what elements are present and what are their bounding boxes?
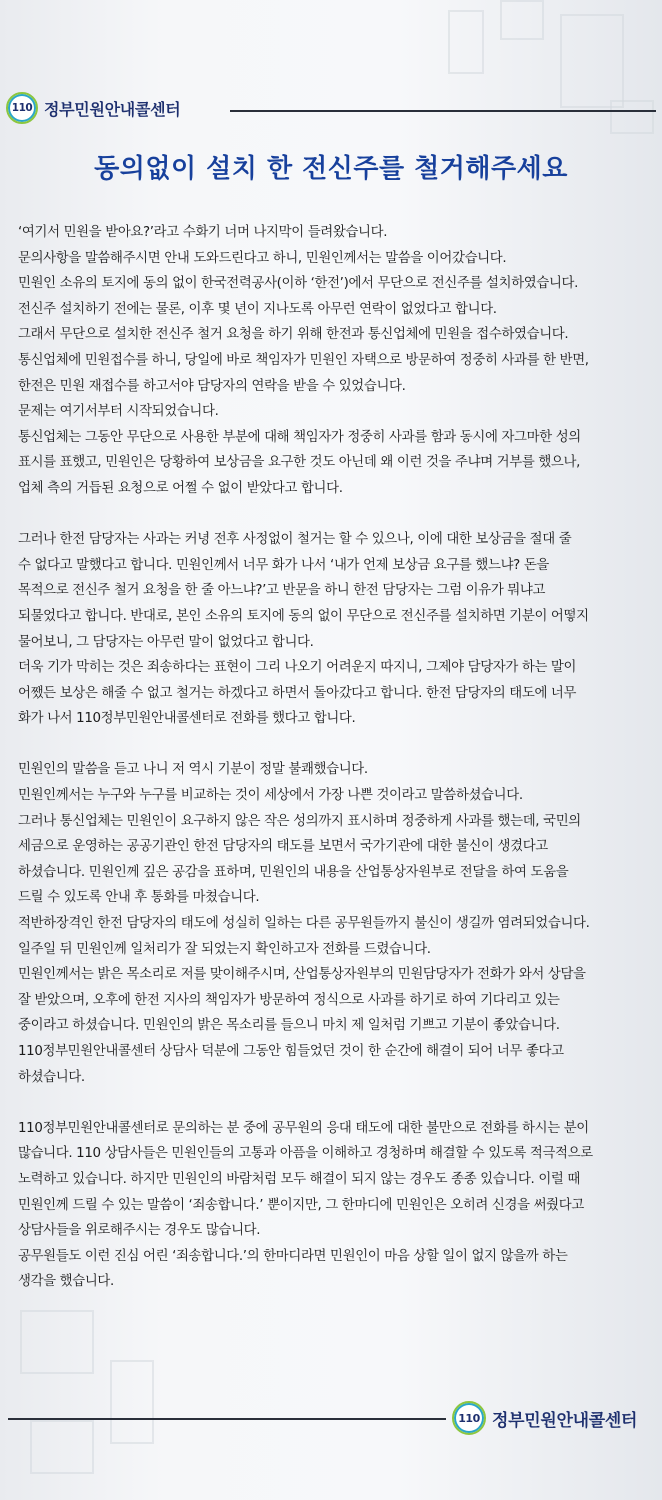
text-line: 민원인 소유의 토지에 동의 없이 한국전력공사(이하 ‘한전’)에서 무단으로 전신주를 설치하였습니다. [18,276,579,292]
text-line: 하셨습니다. [18,1069,85,1085]
text-line: 드릴 수 있도록 안내 후 통화를 마쳤습니다. [18,890,260,906]
text-line: 상담사들을 위로해주시는 경우도 많습니다. [18,1223,261,1239]
text-line: 110정부민원안내콜센터로 문의하는 분 중에 공무원의 응대 태도에 대한 불만으로 전화를 하시는 분이 [18,1120,589,1136]
decorative-frame [20,1310,94,1374]
text-line: 노력하고 있습니다. 하지만 민원인의 바람처럼 모두 해결이 되지 않는 경우도 종종 있습니다. 이럴 때 [18,1171,581,1187]
brand-logo [6,92,180,124]
paragraph-gap [18,1090,654,1116]
text-line: 더욱 기가 막히는 것은 죄송하다는 표현이 그리 나오기 어려운지 따지니, 그제야 담당자가 하는 말이 [18,660,577,676]
paragraph-gap [18,732,654,758]
text-line: 되물었다고 합니다. 반대로, 본인 소유의 토지에 동의 없이 무단으로 전신주를 설치하면 기분이 어떻지 [18,608,589,624]
decorative-frame [500,0,544,40]
text-line: 110정부민원안내콜센터 상담사 덕분에 그동안 힘들었던 것이 한 순간에 해결이 되어 너무 좋다고 [18,1044,564,1059]
decorative-frame [448,10,484,74]
text-line: 그러나 통신업체는 민원인이 요구하지 않은 작은 성의까지 표시하며 정중하게 사과를 했는데, 국민의 [18,813,581,829]
footer-brand-logo [452,1401,637,1435]
text-line: 수 없다고 말했다고 합니다. 민원인께서 너무 화가 나서 ‘내가 언제 보상금 요구를 했느냐? 돈을 [18,557,550,573]
brand-number-badge: 110 [6,92,38,124]
text-line: ‘여기서 민원을 받아요?’라고 수화기 너머 나지막이 들려왔습니다. [18,225,388,240]
footer-brand-name: 정부민원안내콜센터 [492,1410,638,1431]
footer-brand-number-badge: 110 [452,1401,486,1435]
text-line: 민원인께서는 밝은 목소리로 저를 맞이해주시며, 산업통상자원부의 민원담당자가 전화가 와서 상담을 [18,967,586,983]
decorative-frame [110,1360,154,1444]
text-line: 많습니다. 110 상담사들은 민원인들의 고통과 아픔을 이해하고 경청하며 해결할 수 있도록 적극적으로 [18,1146,593,1162]
text-line: 적반하장격인 한전 담당자의 태도에 성실히 일하는 다른 공무원들까지 불신이 생길까 염려되었습니다. [18,916,590,932]
text-line: 문제는 여기서부터 시작되었습니다. [18,404,219,420]
article-body [18,220,654,1295]
page-title: 동의없이 설치 한 전신주를 철거해주세요 [94,154,568,184]
text-line: 중이라고 하셨습니다. 민원인의 밝은 목소리를 들으니 마치 제 일처럼 기쁘고 기분이 좋았습니다. [18,1018,560,1034]
text-line: 그러나 한전 담당자는 사과는 커녕 전후 사정없이 철거는 할 수 있으나, 이에 대한 보상금을 절대 줄 [18,532,572,548]
text-line: 공무원들도 이런 진심 어린 ‘죄송합니다.’의 한마디라면 민원인이 마음 상할 일이 없지 않을까 하는 [18,1248,568,1264]
text-line: 어쨌든 보상은 해줄 수 없고 철거는 하겠다고 하면서 돌아갔다고 합니다. 한전 담당자의 태도에 너무 [18,685,577,701]
text-line: 세금으로 운영하는 공공기관인 한전 담당자의 태도를 보면서 국가기관에 대한 불신이 생겼다고 [18,839,548,855]
text-line: 통신업체는 그동안 무단으로 사용한 부분에 대해 책임자가 정중히 사과를 함과 동시에 자그마한 성의 [18,429,581,445]
text-line: 목적으로 전신주 철거 요청을 한 줄 아느냐?’고 반문을 하니 한전 담당자는 그럼 이유가 뭐냐고 [18,583,546,599]
text-line: 문의사항을 말씀해주시면 안내 도와드린다고 하니, 민원인께서는 말씀을 이어갔습니다. [18,250,507,266]
header [6,88,656,124]
footer-divider [8,1418,446,1420]
text-line: 민원인께 드릴 수 있는 말씀이 ‘죄송합니다.’ 뿐이지만, 그 한마디에 민원인은 오히려 신경을 써줬다고 [18,1197,584,1213]
text-line: 물어보니, 그 담당자는 아무런 말이 없었다고 합니다. [18,634,314,650]
text-line: 민원인께서는 누구와 누구를 비교하는 것이 세상에서 가장 나쁜 것이라고 말씀하셨습니다. [18,788,523,804]
header-divider [230,110,656,112]
paragraph-gap [18,502,654,528]
text-line: 그래서 무단으로 설치한 전신주 철거 요청을 하기 위해 한전과 통신업체에 민원을 접수하였습니다. [18,327,569,343]
text-line: 민원인의 말씀을 듣고 나니 저 역시 기분이 정말 불쾌했습니다. [18,762,368,778]
text-line: 하셨습니다. 민원인께 깊은 공감을 표하며, 민원인의 내용을 산업통상자원부로 전달을 하여 도움을 [18,864,569,880]
text-line: 한전은 민원 재접수를 하고서야 담당자의 연락을 받을 수 있었습니다. [18,378,406,394]
text-line: 생각을 했습니다. [18,1274,114,1290]
text-line: 잘 받았으며, 오후에 한전 지사의 책임자가 방문하여 정식으로 사과를 하기로 하여 기다리고 있는 [18,992,560,1008]
text-line: 화가 나서 110정부민원안내콜센터로 전화를 했다고 합니다. [18,711,356,727]
brand-name: 정부민원안내콜센터 [44,99,181,119]
text-line: 표시를 표했고, 민원인은 당황하여 보상금을 요구한 것도 아닌데 왜 이런 것을 주냐며 거부를 했으나, [18,455,581,471]
text-line: 통신업체에 민원접수를 하니, 당일에 바로 책임자가 민원인 자택으로 방문하여 정중히 사과를 한 반면, [18,352,589,368]
text-line: 일주일 뒤 민원인께 일처리가 잘 되었는지 확인하고자 전화를 드렸습니다. [18,941,431,957]
text-line: 업체 측의 거듭된 요청으로 어쩔 수 없이 받았다고 합니다. [18,480,343,496]
text-line: 전신주 설치하기 전에는 물론, 이후 몇 년이 지나도록 아무런 연락이 없었다고 합니다. [18,301,497,317]
decorative-frame [30,1420,94,1474]
